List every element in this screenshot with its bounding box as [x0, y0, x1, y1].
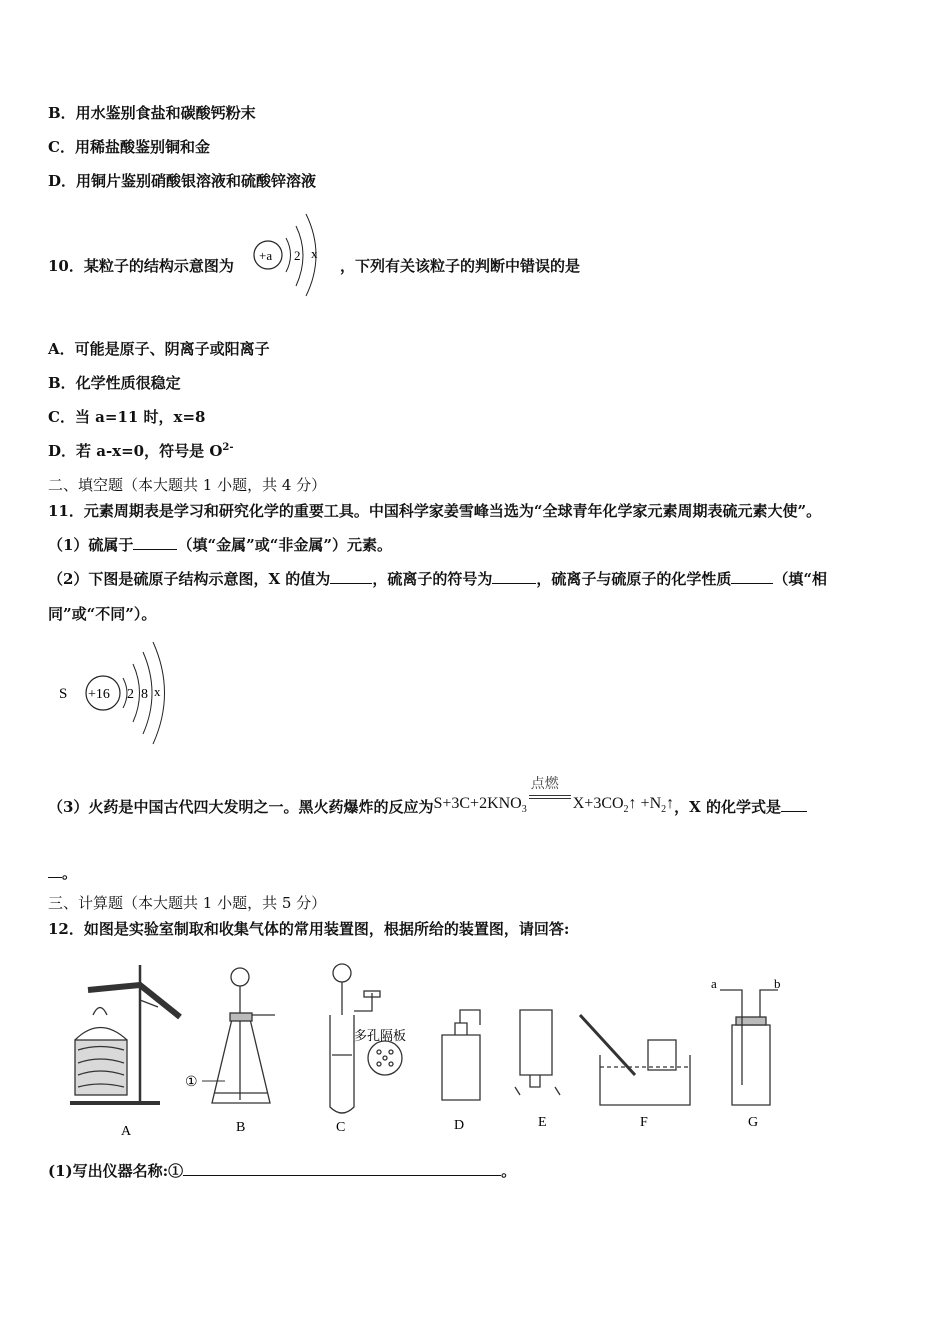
ignition-arrow [527, 776, 573, 813]
q10-particle-diagram [250, 208, 335, 298]
q11-part1: （1）硫属于 （填“金属”或“非金属”）元素。 [48, 536, 392, 554]
q11-part2-line2: 同”或“不同”）。 [48, 605, 157, 623]
q11-stem: 11．元素周期表是学习和研究化学的重要工具。中国科学家姜雪峰当选为“全球青年化学家元素周期表硫元素大使”。 [48, 502, 822, 520]
label-a: A [121, 1124, 132, 1139]
q11-part3-cont: 。 [48, 862, 77, 883]
label-b: B [236, 1120, 246, 1135]
q11-part3-blank[interactable] [781, 797, 807, 812]
q11-part2: （2）下图是硫原子结构示意图，X 的值为 ，硫离子的符号为 ，硫离子与硫原子的化学性质 （填“相 [48, 570, 827, 588]
q10-stem-before: 10．某粒子的结构示意图为 [48, 257, 234, 275]
sulfur-shell1: 2 [127, 687, 134, 702]
q12-sub1-blank[interactable] [183, 1161, 501, 1176]
q11-part3-blank-cont[interactable] [48, 863, 62, 878]
label-port-a: a [711, 976, 717, 991]
sulfur-shell2: 8 [141, 687, 148, 702]
sulfur-atom-diagram [55, 640, 185, 750]
q10-option-b: B．化学性质很稳定 [48, 374, 181, 392]
label-e: E [538, 1115, 547, 1130]
q10-nucleus: +a [259, 248, 273, 263]
section3-heading: 三、计算题（本大题共 1 小题，共 5 分） [48, 894, 327, 912]
label-f: F [640, 1115, 648, 1130]
sulfur-nucleus: +16 [88, 687, 110, 702]
q10-option-a: A．可能是原子、阴离子或阳离子 [48, 340, 270, 358]
q12-stem: 12．如图是实验室制取和收集气体的常用装置图，根据所给的装置图，请回答: [48, 920, 570, 938]
q9-option-b: B．用水鉴别食盐和碳酸钙粉末 [48, 104, 256, 122]
sulfur-shell3: x [154, 684, 161, 699]
q9-option-d: D．用铜片鉴别硝酸银溶液和硫酸锌溶液 [48, 172, 317, 190]
q12-sub1: (1)写出仪器名称:① 。 [48, 1162, 517, 1180]
q11-part2-blank-x[interactable] [330, 569, 372, 584]
label-port-b: b [774, 976, 781, 991]
label-c: C [336, 1120, 346, 1135]
lab-apparatus-figure [60, 955, 820, 1145]
label-porous-plate: 多孔隔板 [354, 1028, 407, 1043]
label-circle-1: ① [185, 1075, 198, 1090]
q10-shell2: x [311, 246, 318, 261]
q11-part2-blank-ion[interactable] [492, 569, 536, 584]
ignition-condition: 点燃 [530, 776, 559, 792]
label-d: D [454, 1118, 465, 1133]
label-g: G [748, 1115, 759, 1130]
q11-part3: （3）火药是中国古代四大发明之一。黑火药爆炸的反应为$S+3C+2KNO_3$ 点燃 $X+3CO_2↑$ $+N_2↑$，X 的化学式是 [48, 796, 807, 819]
q11-part1-blank[interactable] [133, 535, 177, 550]
q9-option-c: C．用稀盐酸鉴别铜和金 [48, 138, 210, 156]
q10-option-d: D．若 a-x=0，符号是 $O^{2-}$ [48, 442, 234, 460]
q10-option-c: C．当 a=11 时，x=8 [48, 408, 206, 426]
reaction-equation: $S+3C+2KNO_3$ 点燃 $X+3CO_2↑$ $+N_2↑$ [433, 795, 674, 812]
q10-stem-after: ，下列有关该粒子的判断中错误的是 [340, 257, 581, 275]
q10-shell1: 2 [294, 248, 301, 263]
section2-heading: 二、填空题（本大题共 1 小题，共 4 分） [48, 476, 327, 494]
sulfur-symbol: S [59, 686, 68, 702]
q11-part2-blank-property[interactable] [731, 569, 773, 584]
